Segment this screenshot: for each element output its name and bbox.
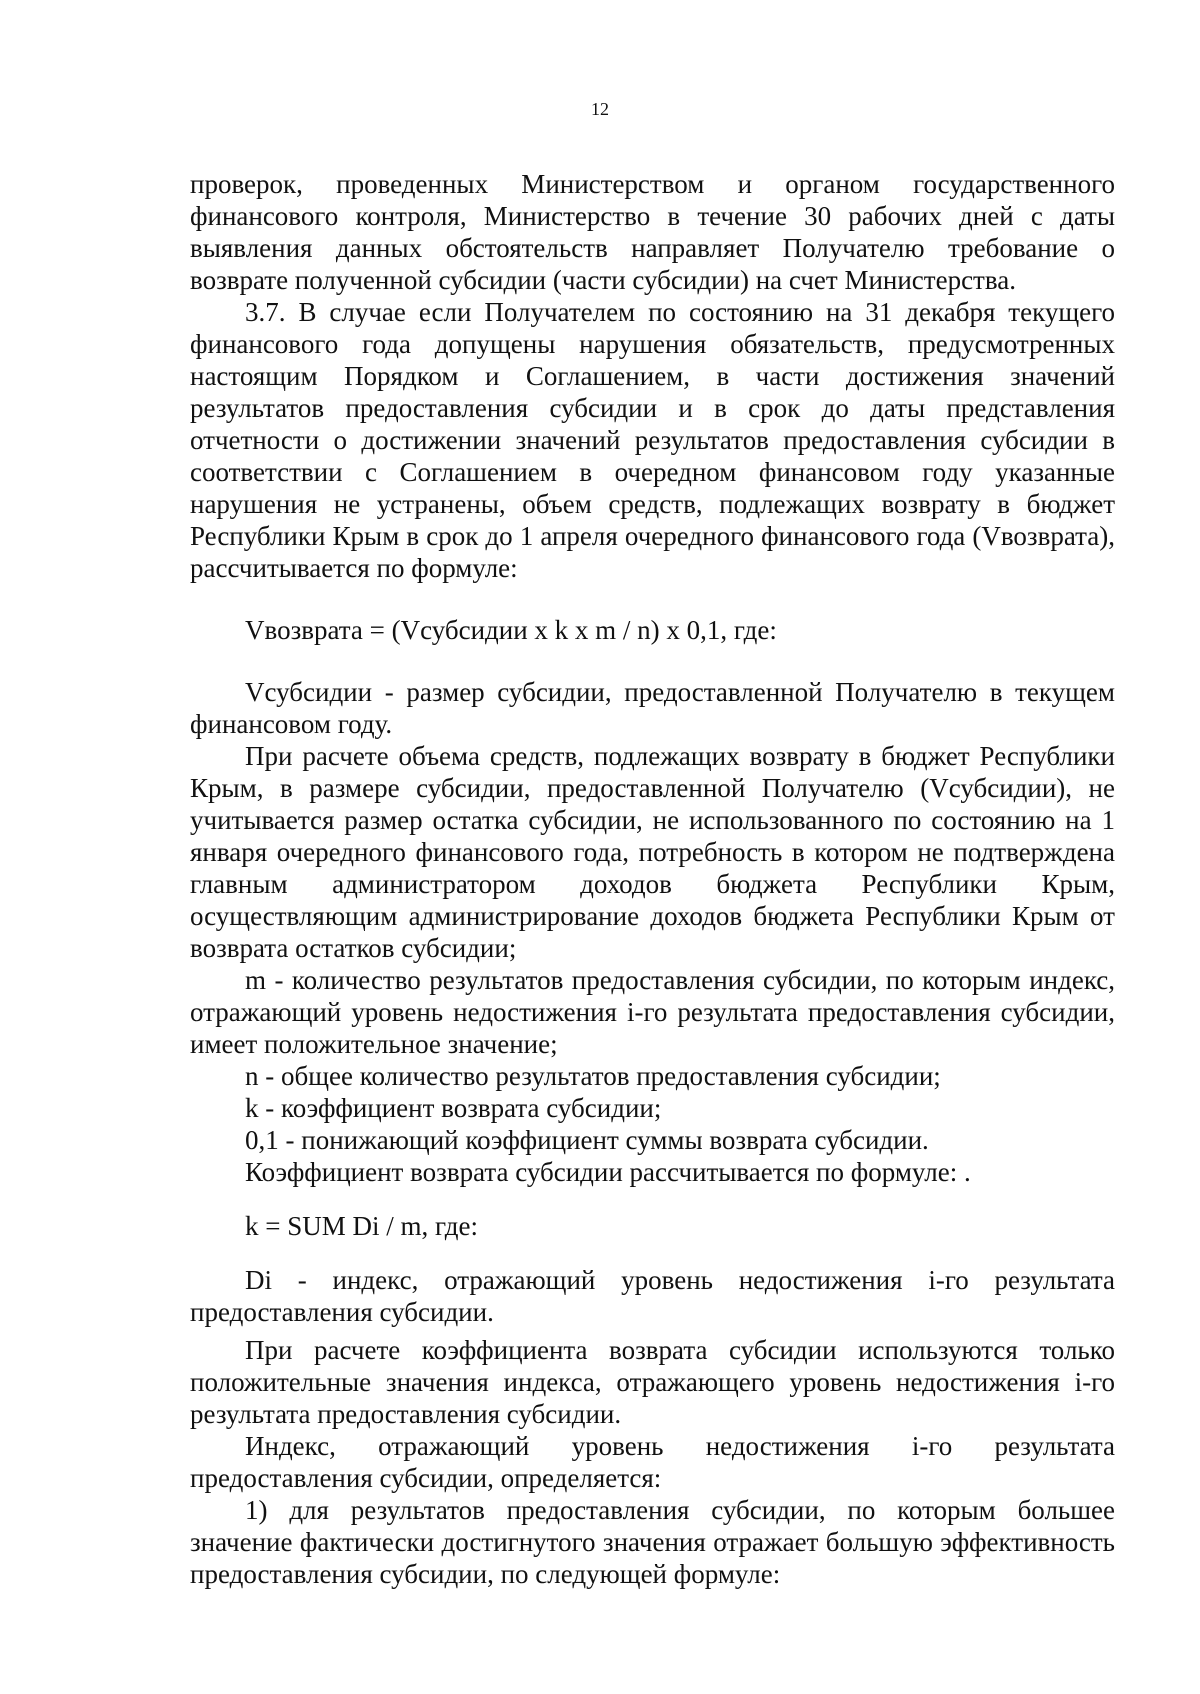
page-number: 12 (591, 99, 609, 119)
document-body (190, 168, 1115, 1590)
paragraph-item-1: 1) для результатов предоставления субсидии, по которым большее значение фактически достигнутого значения отражает большую эффективность предоставления субсидии, по следующей формуле: (190, 1495, 1115, 1589)
paragraph-positive-values: При расчете коэффициента возврата субсидии используются только положительные значения индекса, отражающего уровень недостижения i-го результата предоставления субсидии. (190, 1335, 1115, 1429)
paragraph-di-definition: Di - индекс, отражающий уровень недостижения i-го результата предоставления субсидии. (190, 1265, 1115, 1327)
formula-k: k = SUM Di / m, где: (245, 1211, 478, 1241)
paragraph-3-7: 3.7. В случае если Получателем по состоянию на 31 декабря текущего финансового года допущены нарушения обязательств, предусмотренных настоящим Порядком и Соглашением, в части достижения значений результатов предоставления субсидии и в срок до даты представления отчетности о достижении значений результатов предоставления субсидии в соответствии с Соглашением в очередном финансовом году указанные нарушения не устранены, объем средств, подлежащих возврату в бюджет Республики Крым в срок до 1 апреля очередного финансового года (Vвозврата), рассчитывается по формуле: (190, 297, 1115, 583)
paragraph-m-definition: m - количество результатов предоставления субсидии, по которым индекс, отражающий уровень недостижения i-го результата предоставления субсидии, имеет положительное значение; (190, 965, 1115, 1059)
paragraph-coefficient-intro: Коэффициент возврата субсидии рассчитывается по формуле: . (245, 1157, 971, 1187)
formula-v-return: Vвозврата = (Vсубсидии x k x m / n) x 0,1, где: (245, 615, 777, 645)
paragraph-reduction-coefficient: 0,1 - понижающий коэффициент суммы возврата субсидии. (245, 1125, 929, 1155)
paragraph-v-subsidy-definition: Vсубсидии - размер субсидии, предоставленной Получателю в текущем финансовом году. (190, 677, 1115, 739)
paragraph-index-determined: Индекс, отражающий уровень недостижения i-го результата предоставления субсидии, определяется: (190, 1431, 1115, 1493)
paragraph-continuation: проверок, проведенных Министерством и органом государственного финансового контроля, Министерство в течение 30 рабочих дней с даты выявления данных обстоятельств направляет Получателю требование о возврате полученной субсидии (части субсидии) на счет Министерства. (190, 169, 1115, 295)
paragraph-k-definition: k - коэффициент возврата субсидии; (245, 1093, 662, 1123)
paragraph-calculation-note: При расчете объема средств, подлежащих возврату в бюджет Республики Крым, в размере субсидии, предоставленной Получателю (Vсубсидии), не учитывается размер остатка субсидии, не использованного по состоянию на 1 января очередного финансового года, потребность в котором не подтверждена главным администратором доходов бюджета Республики Крым, осуществляющим администрирование доходов бюджета Республики Крым от возврата остатков субсидии; (190, 741, 1115, 963)
paragraph-n-definition: n - общее количество результатов предоставления субсидии; (245, 1061, 941, 1091)
